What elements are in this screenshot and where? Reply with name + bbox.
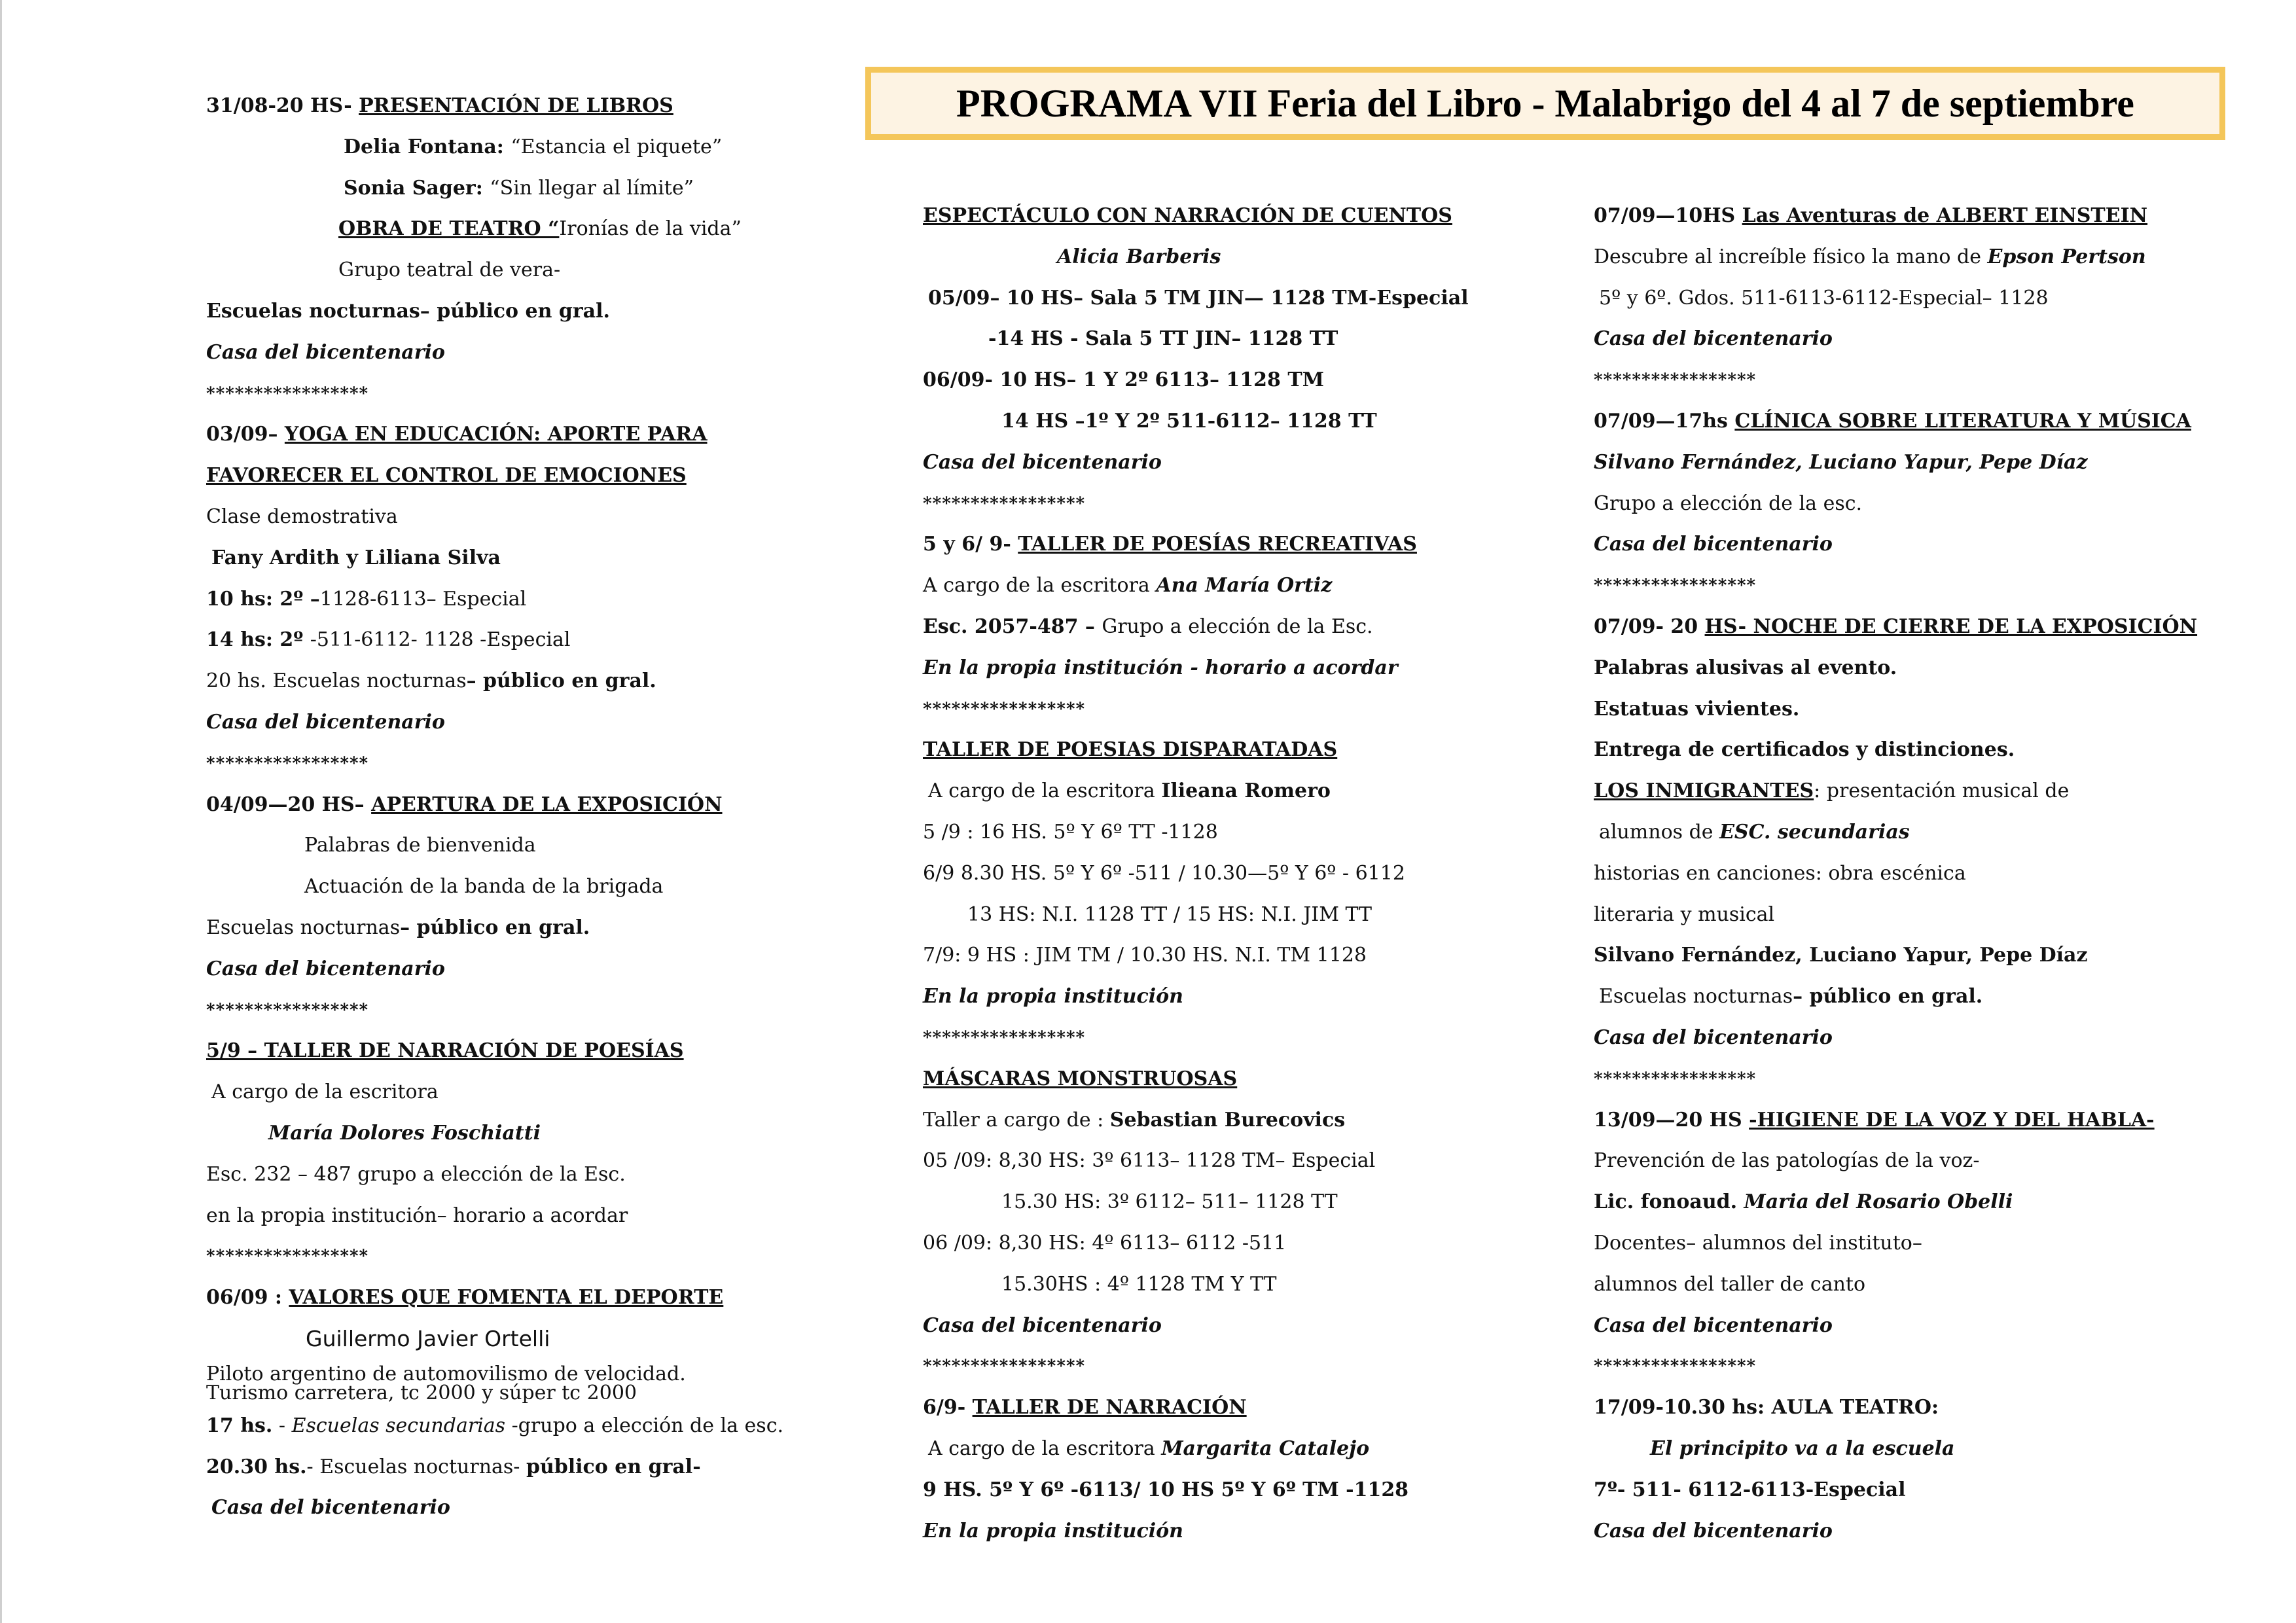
event-header: 07/09- 20 HS- NOCHE DE CIERRE DE LA EXPOSICIÓN	[1594, 615, 2198, 638]
venue-label: Casa del bicentenario	[1594, 533, 1833, 556]
event-line: Actuación de la banda de la brigada	[304, 875, 664, 899]
event-line: 06 /09: 8,30 HS: 4º 6113– 6112 -511	[923, 1231, 1287, 1255]
event-line: alumnos del taller de canto	[1594, 1272, 1866, 1296]
event-header: 31/08-20 HS- PRESENTACIÓN DE LIBROS	[206, 94, 673, 117]
event-header: FAVORECER EL CONTROL DE EMOCIONES	[206, 464, 687, 488]
venue-label: Casa del bicentenario	[211, 1496, 450, 1520]
venue-label: Casa del bicentenario	[923, 450, 1162, 474]
event-line: Clase demostrativa	[206, 505, 398, 528]
event-line: Esc. 232 – 487 grupo a elección de la Esc.	[206, 1162, 626, 1186]
event-line: En la propia institución	[923, 985, 1183, 1008]
event-line: A cargo de la escritora Ilieana Romero	[928, 779, 1331, 803]
event-line: Escuelas nocturnas– público en gral.	[1599, 985, 1983, 1008]
event-line: 7º- 511- 6112-6113-Especial	[1594, 1478, 1906, 1501]
event-line: Prevención de las patologías de la voz-	[1594, 1149, 1980, 1173]
separator: *****************	[206, 1247, 369, 1267]
event-line: alumnos de ESC. secundarias	[1599, 820, 1910, 844]
event-line: 14 hs: 2º -511-6112- 1128 -Especial	[206, 628, 571, 652]
program-column-3	[1594, 200, 2198, 1556]
event-line: Silvano Fernández, Luciano Yapur, Pepe Díaz	[1594, 450, 2088, 474]
event-header: 5/9 – TALLER DE NARRACIÓN DE POESÍAS	[206, 1039, 684, 1063]
page-edge	[0, 0, 2, 1623]
event-line: 06/09- 10 HS– 1 Y 2º 6113– 1128 TM	[923, 368, 1324, 392]
event-header: 6/9- TALLER DE NARRACIÓN	[923, 1396, 1247, 1419]
event-header: MÁSCARAS MONSTRUOSAS	[923, 1067, 1238, 1090]
event-header: 04/09—20 HS– APERTURA DE LA EXPOSICIÓN	[206, 793, 723, 816]
venue-label: Casa del bicentenario	[1594, 1519, 1833, 1543]
event-line: Lic. fonoaud. Maria del Rosario Obelli	[1594, 1190, 2013, 1214]
event-line: 10 hs: 2º –1128-6113– Especial	[206, 587, 527, 611]
separator: *****************	[206, 383, 369, 404]
event-line: 05 /09: 8,30 HS: 3º 6113– 1128 TM– Especial	[923, 1149, 1376, 1173]
event-line: 14 HS –1º Y 2º 511-6112– 1128 TT	[1001, 409, 1377, 433]
event-line: Alicia Barberis	[1057, 245, 1221, 268]
event-line: A cargo de la escritora Margarita Catalejo	[928, 1436, 1370, 1460]
event-line: Delia Fontana: “Estancia el piquete”	[344, 135, 723, 158]
event-line: Taller a cargo de : Sebastian Burecovics	[923, 1108, 1346, 1132]
venue-label: Casa del bicentenario	[1594, 1313, 1833, 1337]
event-header: 06/09 : VALORES QUE FOMENTA EL DEPORTE	[206, 1286, 724, 1310]
separator: *****************	[1594, 1357, 1757, 1377]
event-header: 17/09-10.30 hs: AULA TEATRO:	[1594, 1396, 1939, 1419]
event-line: Piloto argentino de automovilismo de velocidad. Turismo carretera, tc 2000 y súper tc 2000	[206, 1362, 686, 1404]
event-line: Docentes– alumnos del instituto–	[1594, 1231, 1922, 1255]
event-line: Grupo teatral de vera-	[338, 259, 561, 282]
separator: *****************	[206, 753, 369, 774]
event-line: 05/09– 10 HS– Sala 5 TM JIN— 1128 TM-Especial	[928, 286, 1469, 310]
event-line: 6/9 8.30 HS. 5º Y 6º -511 / 10.30—5º Y 6º - 6112	[923, 861, 1405, 885]
separator: *****************	[923, 699, 1086, 719]
event-line: Descubre al increíble físico la mano de Epson Pertson	[1594, 245, 2146, 268]
program-column-2	[923, 200, 1512, 1556]
event-header: 13/09—20 HS -HIGIENE DE LA VOZ Y DEL HABLA-	[1594, 1108, 2155, 1132]
separator: *****************	[1594, 370, 1757, 391]
program-title-banner	[865, 67, 2225, 140]
separator: *****************	[923, 1027, 1086, 1048]
event-line: 20 hs. Escuelas nocturnas– público en gral.	[206, 669, 656, 693]
venue-label: Casa del bicentenario	[1594, 327, 1833, 351]
event-header: 5 y 6/ 9- TALLER DE POESÍAS RECREATIVAS	[923, 533, 1417, 556]
event-header: TALLER DE POESIAS DISPARATADAS	[923, 738, 1338, 762]
event-line: En la propia institución - horario a acordar	[923, 656, 1398, 679]
event-line: El principito va a la escuela	[1650, 1436, 1955, 1460]
event-line: Palabras de bienvenida	[304, 834, 536, 857]
event-line: literaria y musical	[1594, 902, 1775, 926]
venue-label: Casa del bicentenario	[206, 957, 445, 980]
event-line: Palabras alusivas al evento.	[1594, 656, 1897, 679]
event-line: A cargo de la escritora Ana María Ortiz	[923, 574, 1333, 597]
event-line: historias en canciones: obra escénica	[1594, 861, 1966, 885]
event-line: Escuelas nocturnas– público en gral.	[206, 916, 590, 939]
event-line: Entrega de certificados y distinciones.	[1594, 738, 2015, 762]
event-line: 7/9: 9 HS : JIM TM / 10.30 HS. N.I. TM 1128	[923, 944, 1367, 967]
separator: *****************	[923, 493, 1086, 514]
event-line: -14 HS - Sala 5 TT JIN– 1128 TT	[988, 327, 1338, 351]
event-line: 15.30HS : 4º 1128 TM Y TT	[1001, 1272, 1277, 1296]
event-line: 9 HS. 5º Y 6º -6113/ 10 HS 5º Y 6º TM -1128	[923, 1478, 1409, 1501]
program-title: PROGRAMA VII Feria del Libro - Malabrigo del 4 al 7 de septiembre	[956, 81, 2134, 125]
event-line: en la propia institución– horario a acordar	[206, 1204, 628, 1227]
event-header: 07/09—17hs CLÍNICA SOBRE LITERATURA Y MÚSICA	[1594, 409, 2191, 433]
event-header: 03/09– YOGA EN EDUCACIÓN: APORTE PARA	[206, 423, 708, 446]
venue-label: Casa del bicentenario	[206, 710, 445, 734]
event-line: 5 /9 : 16 HS. 5º Y 6º TT -1128	[923, 820, 1218, 844]
event-line: LOS INMIGRANTES: presentación musical de	[1594, 779, 2070, 803]
event-line: Silvano Fernández, Luciano Yapur, Pepe Díaz	[1594, 944, 2088, 967]
event-line: 20.30 hs.- Escuelas nocturnas- público en gral-	[206, 1455, 701, 1478]
venue-label: Casa del bicentenario	[923, 1313, 1162, 1337]
event-line: Guillermo Javier Ortelli	[306, 1325, 550, 1351]
venue-label: Casa del bicentenario	[1594, 1026, 1833, 1049]
event-header: 07/09—10HS Las Aventuras de ALBERT EINSTEIN	[1594, 204, 2148, 227]
event-line: OBRA DE TEATRO “Ironías de la vida”	[338, 217, 742, 241]
event-line: Sonia Sager: “Sin llegar al límite”	[344, 176, 694, 200]
event-line: Grupo a elección de la esc.	[1594, 491, 1863, 515]
event-line: Estatuas vivientes.	[1594, 697, 1800, 721]
event-line: Fany Ardith y Liliana Silva	[211, 546, 501, 569]
separator: *****************	[206, 1000, 369, 1020]
event-line: María Dolores Foschiatti	[268, 1121, 541, 1145]
event-line: En la propia institución	[923, 1519, 1183, 1543]
event-line: Esc. 2057-487 – Grupo a elección de la Esc.	[923, 615, 1373, 638]
event-line: 15.30 HS: 3º 6112– 511– 1128 TT	[1001, 1190, 1338, 1214]
event-header: ESPECTÁCULO CON NARRACIÓN DE CUENTOS	[923, 204, 1452, 227]
event-line: 5º y 6º. Gdos. 511-6113-6112-Especial– 1128	[1599, 286, 2049, 310]
event-line: Escuelas nocturnas– público en gral.	[206, 299, 610, 323]
event-line: 17 hs. - Escuelas secundarias -grupo a elección de la esc.	[206, 1414, 784, 1437]
separator: *****************	[1594, 576, 1757, 596]
separator: *****************	[1594, 1069, 1757, 1089]
event-line: A cargo de la escritora	[211, 1080, 439, 1104]
program-column-1	[206, 90, 782, 1533]
venue-label: Casa del bicentenario	[206, 340, 445, 364]
event-line: 13 HS: N.I. 1128 TT / 15 HS: N.I. JIM TT	[967, 902, 1372, 926]
separator: *****************	[923, 1357, 1086, 1377]
